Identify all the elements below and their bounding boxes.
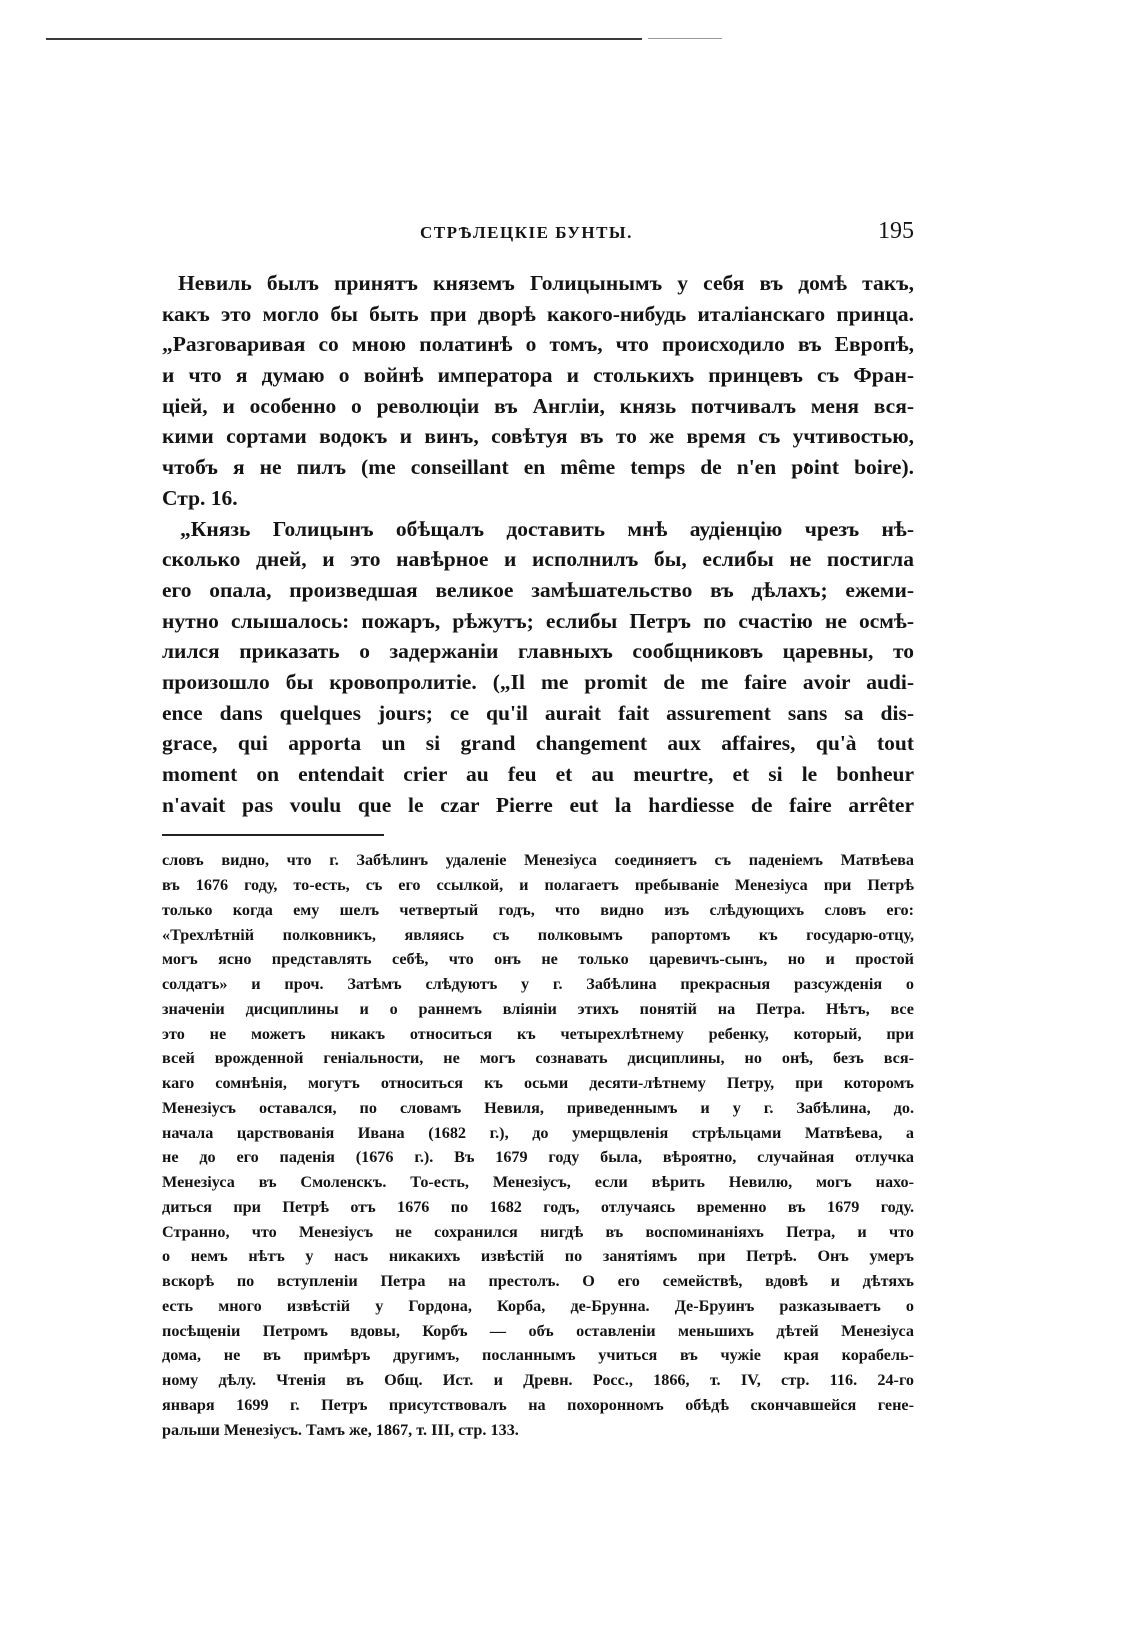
footnote-line: начала царствованія Ивана (1682 г.), до умерщвленія стрѣльцами Матвѣева, а — [162, 1123, 914, 1142]
footnote-line: «Трехлѣтній полковникъ, являясь съ полковымъ рапортомъ къ государю-отцу, — [162, 925, 914, 944]
text-line: сколько дней, и это навѣрное и исполнилъ бы, еслибы не постигла — [162, 547, 914, 572]
footnote-line: не до его паденія (1676 г.). Въ 1679 году была, вѣроятно, случайная отлучка — [162, 1148, 914, 1167]
text-line: Стр. 16. — [162, 485, 238, 510]
footnote-line: ральши Менезіусъ. Тамъ же, 1867, т. III, стр. 133. — [162, 1420, 519, 1439]
text-line: нутно слышалось: пожаръ, рѣжутъ; еслибы Петръ по счастію не осмѣ- — [162, 608, 914, 633]
footnote-line: каго сомнѣнія, могутъ относиться къ осьми десяти-лѣтнему Петру, при которомъ — [162, 1074, 914, 1093]
text-line: его опала, произведшая великое замѣшательство въ дѣлахъ; ежеми- — [162, 577, 914, 602]
footnote-line: Менезіусъ оставался, по словамъ Невиля, приведеннымъ и у г. Забѣлина, до. — [162, 1098, 914, 1117]
text-line: n'avait pas voulu que le czar Pierre eut la hardiesse de faire arrêter — [162, 792, 914, 817]
footnote-divider — [162, 834, 384, 836]
text-line: Невиль былъ принятъ княземъ Голицынымъ у себя въ домѣ такъ, — [178, 271, 914, 295]
text-line: moment on entendait crier au feu et au meurtre, et si le bonheur — [162, 762, 914, 786]
footnote-line: посѣщеніи Петромъ вдовы, Корбъ — объ оставленіи меньшихъ дѣтей Менезіуса — [162, 1321, 914, 1340]
footnote-line: Менезіуса въ Смоленскъ. То-есть, Менезіусъ, если вѣрить Невилю, могъ нахо- — [162, 1173, 914, 1192]
text-line: чтобъ я не пилъ (me conseillant en même temps de n'en point boire). — [162, 455, 914, 480]
text-line: ence dans quelques jours; ce qu'il aurait fait assurement sans sa dis- — [162, 700, 914, 725]
footnote-line: дома, не въ примѣръ другимъ, посланнымъ учиться въ чужіе края корабель- — [162, 1346, 914, 1365]
footnote-line: могъ ясно представлять себѣ, что онъ не только царевичъ-сынъ, но и простой — [162, 950, 914, 969]
text-line: какъ это могло бы быть при дворѣ какого-нибудь италіанскаго принца. — [162, 301, 914, 326]
main-text — [162, 268, 914, 820]
book-page — [162, 218, 914, 1442]
footnote-line: только когда ему шелъ четвертый годъ, что видно изъ слѣдующихъ словъ его: — [162, 900, 914, 919]
text-line: и что я думаю о войнѣ императора и столькихъ принцевъ съ Фран- — [162, 363, 914, 388]
footnote-line: есть много извѣстій у Гордона, Корба, де-Брунна. Де-Бруинъ разказываетъ о — [162, 1296, 914, 1315]
footnote-line: словъ видно, что г. Забѣлинъ удаленіе Менезіуса соединяетъ съ паденіемъ Матвѣева — [162, 851, 914, 870]
scan-edge-rule — [46, 38, 642, 40]
text-line: „Разговаривая со мною полатинѣ о томъ, что происходило въ Европѣ, — [162, 332, 914, 357]
running-title: СТРѢЛЕЦКІЕ БУНТЫ. — [420, 223, 633, 242]
text-line: лился приказать о задержаніи главныхъ сообщниковъ царевны, то — [162, 639, 914, 664]
footnote-line: это не можетъ никакъ относиться къ четырехлѣтнему ребенку, который, при — [162, 1024, 914, 1043]
footnote-line: значеніи дисциплины и о раннемъ вліяніи этихъ понятій на Петра. Нѣтъ, все — [162, 999, 914, 1018]
text-line: grace, qui apporta un si grand changement aux affaires, qu'à tout — [162, 731, 914, 756]
footnote-line: вскорѣ по вступленіи Петра на престолъ. О его семействѣ, вдовѣ и дѣтяхъ — [162, 1272, 914, 1291]
running-head — [162, 218, 914, 258]
footnote-line: о немъ нѣтъ у насъ никакихъ извѣстій по занятіямъ при Петрѣ. Онъ умеръ — [162, 1247, 914, 1266]
footnote — [162, 848, 914, 1442]
text-line: кими сортами водокъ и винъ, совѣтуя въ то же время съ учтивостью, — [162, 424, 914, 449]
footnote-line: въ 1676 году, то-есть, съ его ссылкой, и полагаетъ пребываніе Менезіуса при Петрѣ — [162, 876, 914, 895]
page-number: 195 — [878, 218, 914, 244]
scan-edge-rule-faint — [648, 38, 722, 39]
footnote-line: ному дѣлу. Чтенія въ Общ. Ист. и Древн. Росс., 1866, т. IV, стр. 116. 24-го — [162, 1371, 914, 1390]
footnote-line: всей врожденной геніальности, не могъ сознавать дисциплины, но онѣ, безъ вся- — [162, 1049, 914, 1068]
footnote-line: Странно, что Менезіусъ не сохранился нигдѣ въ воспоминаніяхъ Петра, и что — [162, 1222, 914, 1241]
text-line: ціей, и особенно о революціи въ Англіи, князь потчивалъ меня вся- — [162, 393, 914, 418]
footnote-line: января 1699 г. Петръ присутствовалъ на похоронномъ обѣдѣ скончавшейся гене- — [162, 1395, 914, 1414]
text-line: произошло бы кровопролитіе. („Il me promit de me faire avoir audi- — [162, 669, 914, 694]
text-line: „Князь Голицынъ обѣщалъ доставить мнѣ аудіенцію чрезъ нѣ- — [180, 516, 914, 541]
footnote-line: диться при Петрѣ отъ 1676 по 1682 годъ, отлучаясь временно въ 1679 году. — [162, 1197, 914, 1216]
footnote-line: солдатъ» и проч. Затѣмъ слѣдуютъ у г. Забѣлина прекрасныя разсужденія о — [162, 975, 914, 994]
